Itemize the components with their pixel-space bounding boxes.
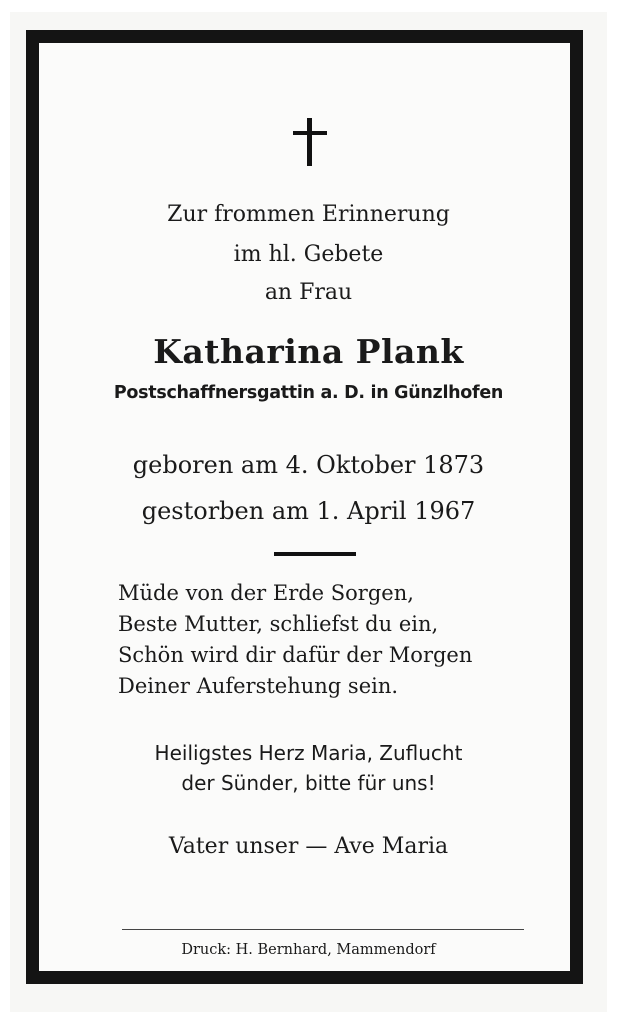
intro-line-1: Zur frommen Erinnerung: [167, 202, 450, 227]
poem-line: Deiner Auferstehung sein.: [118, 674, 399, 698]
footer-divider: [122, 929, 524, 930]
intro-line-2: im hl. Gebete: [233, 242, 384, 267]
divider: [274, 552, 356, 556]
death-date: gestorben am 1. April 1967: [141, 497, 476, 525]
prayer-line: der Sünder, bitte für uns!: [181, 771, 436, 795]
cross-icon: [293, 118, 327, 166]
poem-line: Müde von der Erde Sorgen,: [118, 581, 414, 605]
intro-line-3: an Frau: [264, 280, 353, 305]
closing-prayer: Vater unser — Ave Maria: [168, 834, 449, 859]
deceased-name: Katharina Plank: [153, 332, 464, 371]
occupation: Postschaffnersgattin a. D. in Günzlhofen: [113, 383, 504, 403]
poem-line: Beste Mutter, schliefst du ein,: [118, 612, 439, 636]
birth-date: geboren am 4. Oktober 1873: [132, 451, 485, 479]
prayer-line: Heiligstes Herz Maria, Zuflucht: [154, 741, 463, 765]
printer-credit: Druck: H. Bernhard, Mammendorf: [181, 942, 436, 958]
prayer: [0, 738, 617, 798]
poem-line: Schön wird dir dafür der Morgen: [118, 643, 473, 667]
poem: [118, 578, 538, 702]
